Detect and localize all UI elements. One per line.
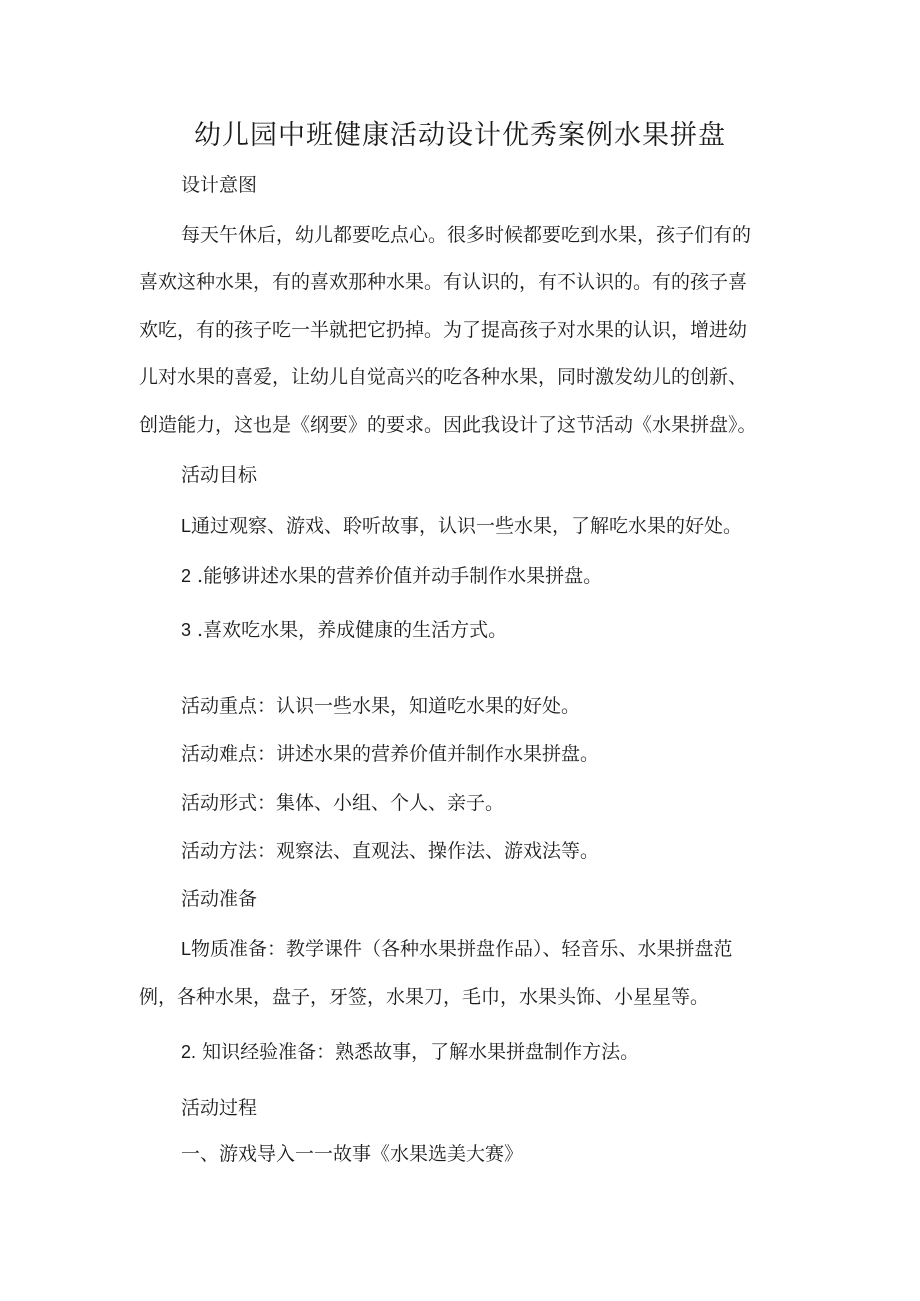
section-heading-preparation: 活动准备 bbox=[181, 888, 258, 910]
preparation-number: L bbox=[181, 939, 192, 959]
preparation-item-2 bbox=[181, 1038, 639, 1066]
preparation-text: 物质准备：教学课件（各种水果拼盘作品）、轻音乐、水果拼盘范 bbox=[191, 938, 733, 960]
section-heading-design-intent: 设计意图 bbox=[181, 174, 258, 196]
paragraph-line: 欢吃，有的孩子吃一半就把它扔掉。为了提高孩子对水果的认识，增进幼 bbox=[139, 319, 748, 341]
goal-item-2 bbox=[181, 562, 602, 590]
goal-item-3 bbox=[181, 616, 507, 644]
process-step-1: 一、游戏导入一一故事《水果选美大赛》 bbox=[181, 1143, 524, 1165]
paragraph-line: 创造能力，这也是《纲要》的要求。因此我设计了这节活动《水果拼盘》。 bbox=[139, 414, 757, 436]
difficulty-line: 活动难点：讲述水果的营养价值并制作水果拼盘。 bbox=[181, 743, 600, 765]
preparation-item-1-continued: 例，各种水果，盘子，牙签，水果刀，毛巾，水果头饰、小星星等。 bbox=[139, 986, 710, 1008]
goal-text: 通过观察、游戏、聆听故事，认识一些水果，了解吃水果的好处。 bbox=[191, 515, 743, 537]
section-heading-goals: 活动目标 bbox=[181, 464, 258, 486]
section-heading-process: 活动过程 bbox=[181, 1097, 258, 1119]
preparation-number: 2. bbox=[181, 1042, 197, 1062]
paragraph-line: 儿对水果的喜爱，让幼儿自觉高兴的吃各种水果，同时激发幼儿的创新、 bbox=[139, 366, 748, 388]
methods-line: 活动方法：观察法、直观法、操作法、游戏法等。 bbox=[181, 840, 600, 862]
preparation-text: 知识经验准备：熟悉故事，了解水果拼盘制作方法。 bbox=[202, 1041, 640, 1063]
form-line: 活动形式：集体、小组、个人、亲子。 bbox=[181, 792, 505, 814]
goal-item-1 bbox=[181, 512, 742, 540]
document-title: 幼儿园中班健康活动设计优秀案例水果拼盘 bbox=[194, 120, 726, 151]
goal-text: .能够讲述水果的营养价值并动手制作水果拼盘。 bbox=[191, 565, 603, 587]
goal-text: .喜欢吃水果，养成健康的生活方式。 bbox=[191, 619, 508, 641]
paragraph-line: 每天午休后，幼儿都要吃点心。很多时候都要吃到水果，孩子们有的 bbox=[181, 224, 752, 246]
preparation-item-1 bbox=[181, 935, 733, 963]
paragraph-line: 喜欢这种水果，有的喜欢那种水果。有认识的，有不认识的。有的孩子喜 bbox=[139, 271, 748, 293]
goal-number: 3 bbox=[181, 620, 192, 640]
key-point-line: 活动重点：认识一些水果，知道吃水果的好处。 bbox=[181, 695, 581, 717]
goal-number: L bbox=[181, 516, 192, 536]
goal-number: 2 bbox=[181, 566, 192, 586]
